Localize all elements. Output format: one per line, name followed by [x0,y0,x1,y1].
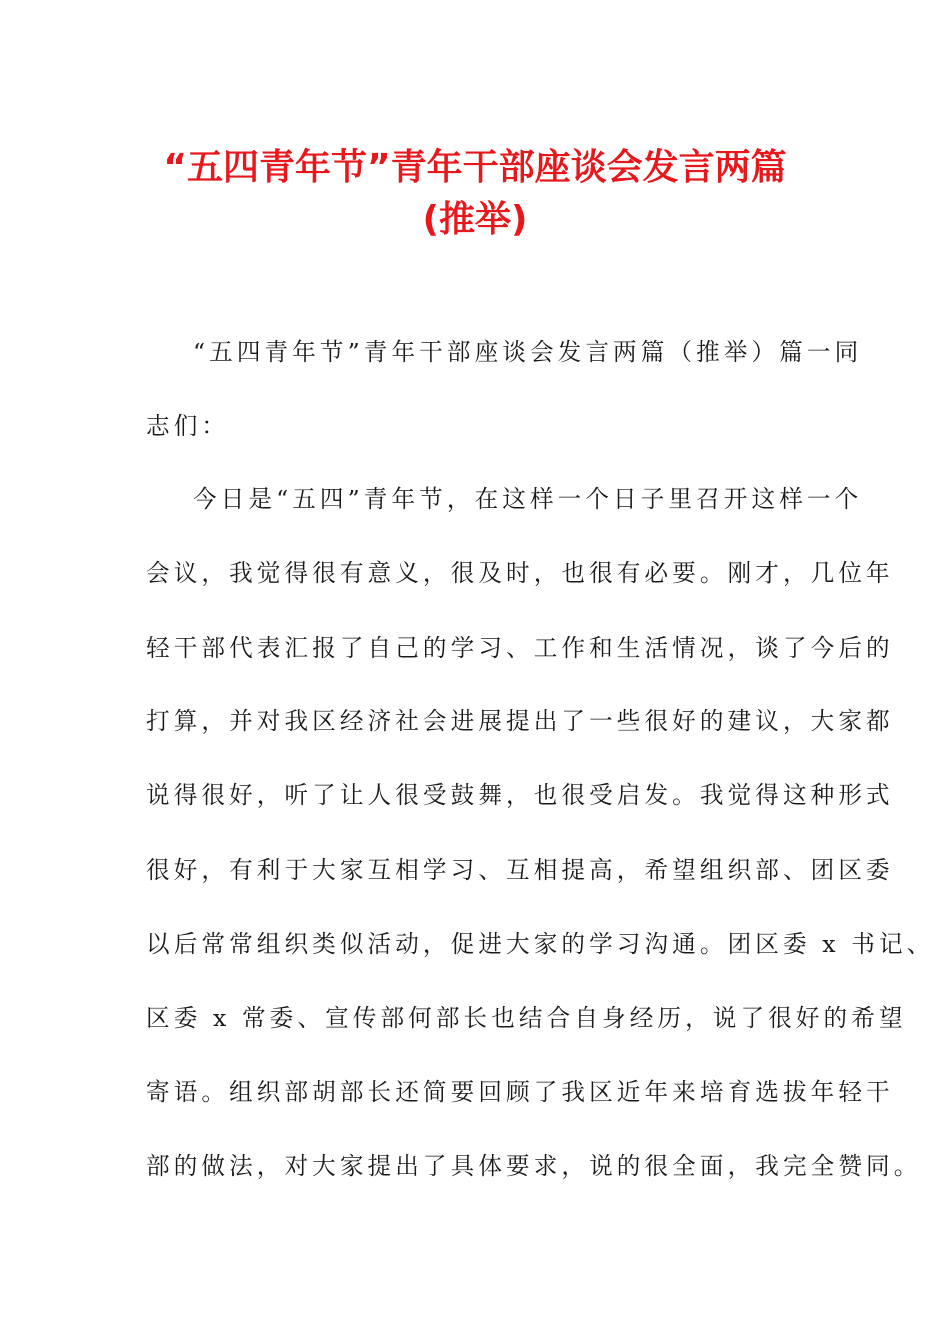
body-line: “五四青年节”青年干部座谈会发言两篇（推举）篇一同 [193,338,863,366]
body-line: 部的做法，对大家提出了具体要求，说的很全面，我完全赞同。 [146,1152,922,1180]
body-line: 很好，有利于大家互相学习、互相提高，希望组织部、团区委 [146,856,894,884]
body-line: 寄语。组织部胡部长还简要回顾了我区近年来培育选拔年轻干 [146,1078,894,1106]
body-line: 区委 x 常委、宣传部何部长也结合自身经历，说了很好的希望 [146,1004,907,1032]
body-line: 以后常常组织类似活动，促进大家的学习沟通。团区委 x 书记、 [146,930,935,958]
body-line: 会议，我觉得很有意义，很及时，也很有必要。刚才，几位年 [146,559,894,587]
body-line: 今日是“五四”青年节，在这样一个日子里召开这样一个 [193,485,863,513]
body-line: 说得很好，听了让人很受鼓舞，也很受启发。我觉得这种形式 [146,781,894,809]
body-line: 打算，并对我区经济社会进展提出了一些很好的建议，大家都 [146,707,894,735]
body-line: 志们： [146,412,230,440]
document-title-line-1: “五四青年节”青年干部座谈会发言两篇 [163,147,787,188]
document-title-line-2: (推举) [422,199,528,240]
body-line: 轻干部代表汇报了自己的学习、工作和生活情况，谈了今后的 [146,634,894,662]
